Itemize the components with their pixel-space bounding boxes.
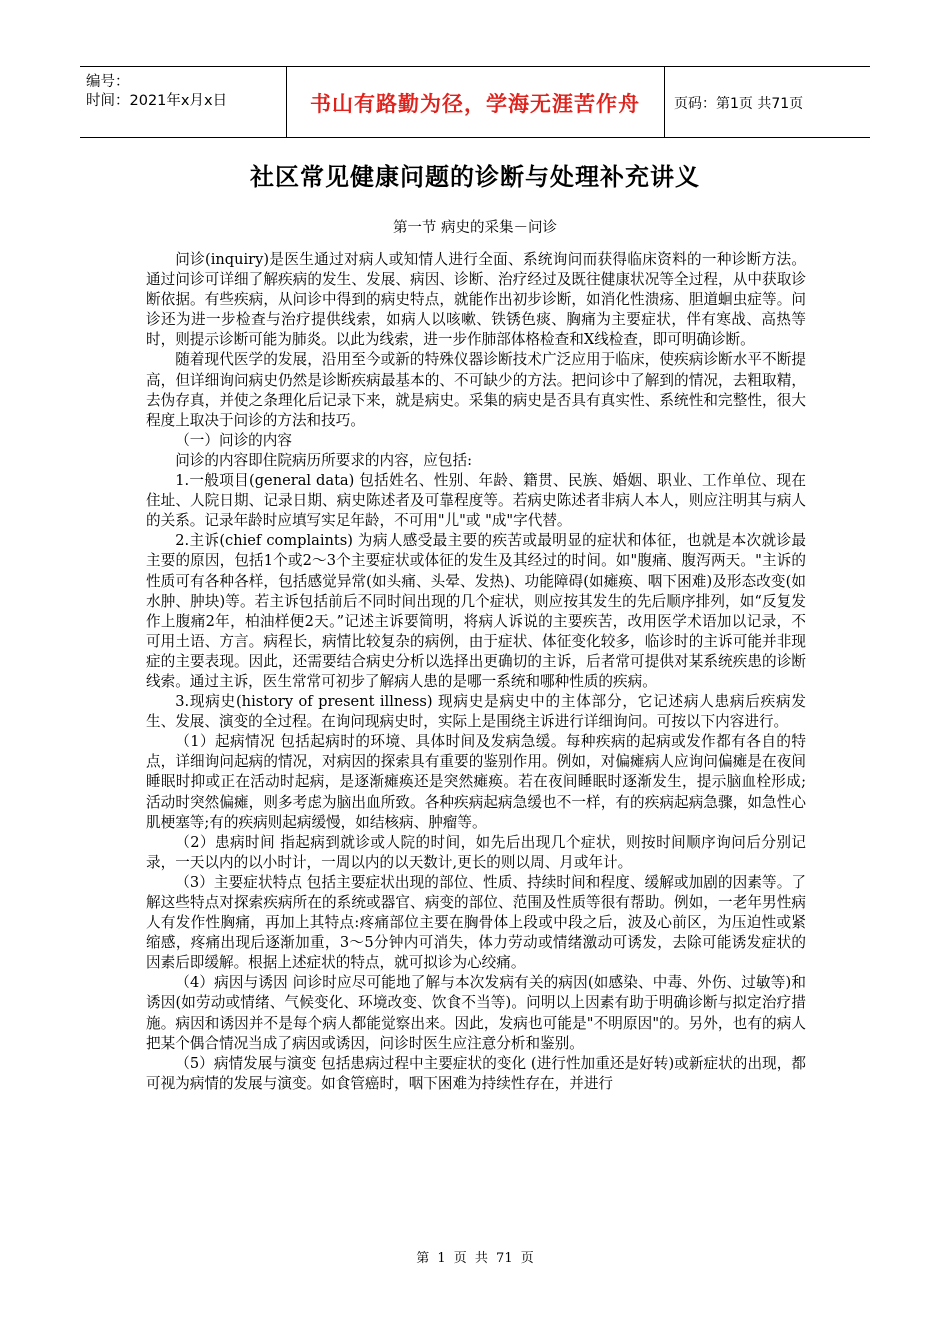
document-body	[146, 250, 806, 1094]
paragraph: 问诊的内容即住院病历所要求的内容，应包括:	[175, 451, 472, 469]
paragraph: （3）主要症状特点 包括主要症状出现的部位、性质、持续时间和程度、缓解或加剧的因素等。了解这些特点对探索疾病所在的系统或器官、病变的部位、范围及性质等很有帮助。例如，一老年男性病人有发作性胸痛，再加上其特点:疼痛部位主要在胸骨体上段或中段之后，波及心前区，为压迫性或紧缩感，疼痛出现后逐渐加重，3～5分钟内可消失，体力劳动或情绪激动可诱发，去除可能诱发症状的因素后即缓解。根据上述症状的特点，就可拟诊为心绞痛。	[146, 873, 806, 972]
document-time: 时间：2021年x月x日	[86, 93, 228, 109]
paragraph: 3.现病史(history of present illness) 现病史是病史中的主体部分，它记述病人患病后疾病发生、发展、演变的全过程。在询问现病史时，实际上是围绕主诉进行详细询问。可按以下内容进行。	[146, 693, 806, 731]
paragraph: （2）患病时间 指起病到就诊或人院的时间，如先后出现几个症状，则按时间顺序询问后分别记录，一天以内的以小时计，一周以内的以天数计,更长的则以周、月或年计。	[146, 833, 806, 871]
paragraph: （4）病因与诱因 问诊时应尽可能地了解与本次发病有关的病因(如感染、中毒、外伤、过敏等)和诱因(如劳动或情绪、气候变化、环境改变、饮食不当等)。问明以上因素有助于明确诊断与拟定治疗措施。病因和诱因并不是每个病人都能觉察出来。因此，发病也可能是"不明原因"的。另外，也有的病人把某个偶合情况当成了病因或诱因，问诊时医生应注意分析和鉴别。	[146, 974, 806, 1052]
paragraph: （5）病情发展与演变 包括患病过程中主要症状的变化 (进行性加重还是好转)或新症状的出现，都可视为病情的发展与演变。如食管癌时，咽下困难为持续性存在，并进行	[146, 1054, 806, 1092]
header-motto: 书山有路勤为径，学海无涯苦作舟	[310, 92, 640, 116]
paragraph: 1.一般项目(general data) 包括姓名、性别、年龄、籍贯、民族、婚姻、职业、工作单位、现在住址、人院日期、记录日期、病史陈述者及可靠程度等。若病史陈述者非病人本人，则应注明其与病人的关系。记录年龄时应填写实足年龄，不可用"儿"或 "成"字代替。	[146, 472, 806, 530]
paragraph: （1）起病情况 包括起病时的环境、具体时间及发病急缓。每种疾病的起病或发作都有各自的特点，详细询问起病的情况，对病因的探索具有重要的鉴别作用。例如，对偏瘫病人应询问偏瘫是在夜间睡眠时抑或正在活动时起病，是逐渐瘫痪还是突然瘫痪。若在夜间睡眠时逐渐发生，提示脑血栓形成;活动时突然偏瘫，则多考虑为脑出血所致。各种疾病起病急缓也不一样，有的疾病起病急骤，如急性心肌梗塞等;有的疾病则起病缓慢，如结核病、肿瘤等。	[146, 733, 806, 831]
paragraph: （一）问诊的内容	[175, 431, 292, 449]
paragraph: 随着现代医学的发展，沿用至今或新的特殊仪器诊断技术广泛应用于临床，使疾病诊断水平不断提高，但详细询问病史仍然是诊断疾病最基本的、不可缺少的方法。把问诊中了解到的情况，去粗取精，去伪存真，并使之条理化后记录下来，就是病史。采集的病史是否具有真实性、系统性和完整性，很大程度上取决于问诊的方法和技巧。	[146, 351, 806, 429]
paragraph: 问诊(inquiry)是医生通过对病人或知情人进行全面、系统询问而获得临床资料的一种诊断方法。通过问诊可详细了解疾病的发生、发展、病因、诊断、治疗经过及既往健康状况等全过程，从中获取诊断依据。有些疾病，从问诊中得到的病史特点，就能作出初步诊断，如消化性溃疡、胆道蛔虫症等。问诊还为进一步检查与治疗提供线索，如病人以咳嗽、铁锈色痰、胸痛为主要症状，伴有寒战、高热等时，则提示诊断可能为肺炎。以此为线索，进一步作肺部体格检查和X线检查，即可明确诊断。	[146, 251, 806, 349]
page-footer: 第 1 页 共 71 页	[416, 1251, 534, 1266]
header-meta	[86, 73, 286, 111]
header-page-info: 页码：第1页 共71页	[674, 96, 804, 112]
document-number-label: 编号：	[86, 74, 130, 90]
paragraph: 2.主诉(chief complaints) 为病人感受最主要的疾苦或最明显的症状和体征，也就是本次就诊最主要的原因，包括1个或2～3个主要症状或体征的发生及其经过的时间。如"腹痛、腹泻两天。"主诉的性质可有各种各样，包括感觉异常(如头痛、头晕、发热)、功能障碍(如瘫痪、咽下困难)及形态改变(如水肿、肿块)等。若主诉包括前后不同时间出现的几个症状，则应按其发生的先后顺序排列，如“反复发作上腹痛2年，柏油样便2天。”记述主诉要简明，将病人诉说的主要疾苦，改用医学术语加以记录，不可用土语、方言。病程长，病情比较复杂的病例，由于症状、体征变化较多，临诊时的主诉可能并非现症的主要表现。因此，还需要结合病史分析以选择出更确切的主诉，后者常可提供对某系统疾患的诊断线索。通过主诉，医生常常可初步了解病人患的是哪一系统和哪种性质的疾病。	[146, 532, 806, 690]
section-heading: 第一节 病史的采集－问诊	[392, 220, 558, 236]
page-header	[80, 66, 870, 138]
document-title: 社区常见健康问题的诊断与处理补充讲义	[250, 163, 700, 191]
